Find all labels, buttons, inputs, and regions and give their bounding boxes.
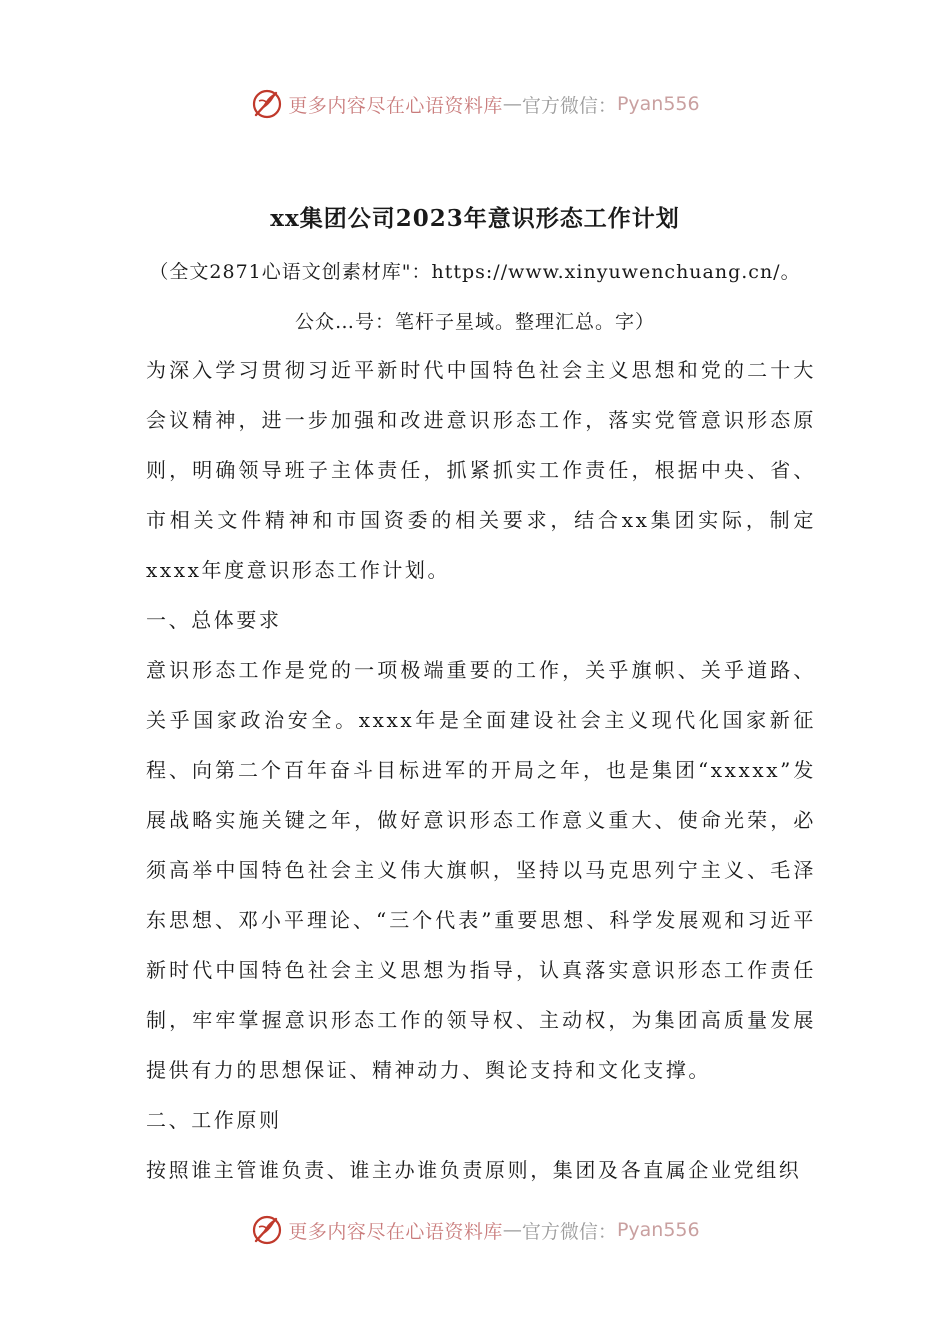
watermark-wechat-id: Pyan556: [616, 1219, 700, 1241]
subtitle-line-1: （全文2871心语文创素材库"：https://www.xinyuwenchuang.cn/。: [149, 261, 801, 283]
paragraph-work-principles: 按照谁主管谁负责、谁主办谁负责原则，集团及各直属企业党组织: [146, 1158, 802, 1182]
paragraph-general-requirements: 意识形态工作是党的一项极端重要的工作，关乎旗帜、关乎道路、关乎国家政治安全。xxxx年是全面建设社会主义现代化国家新征程、向第二个百年奋斗目标进军的开局之年，也是集团“xxxxx”发展战略实施关键之年，做好意识形态工作意义重大、使命光荣，必须高举中国特色社会主义伟大旗帜，坚持以马克思列宁主义、毛泽东思想、邓小平理论、“三个代表”重要思想、科学发展观和习近平新时代中国特色社会主义思想为指导，认真落实意识形态工作责任制，牢牢掌握意识形态工作的领导权、主动权，为集团高质量发展提供有力的思想保证、精神动力、舆论支持和文化支撑。: [146, 658, 816, 1082]
subtitle-line-2: 公众…号：笔杆子星域。整理汇总。字）: [294, 311, 655, 333]
document-body: [146, 345, 816, 1195]
quill-logo-icon: [250, 87, 284, 121]
section-heading-1: 一、总体要求: [146, 608, 282, 632]
watermark-wechat-label: 官方微信：: [521, 1220, 617, 1243]
document-title: xx集团公司2023年意识形态工作计划: [270, 205, 680, 232]
watermark-separator: —: [502, 93, 522, 115]
watermark-wechat-id: Pyan556: [616, 93, 700, 115]
watermark-wechat-label: 官方微信：: [521, 94, 617, 117]
paragraph-intro: 为深入学习贯彻习近平新时代中国特色社会主义思想和党的二十大会议精神，进一步加强和改进意识形态工作，落实党管意识形态原则，明确领导班子主体责任，抓紧抓实工作责任，根据中央、省、市相关文件精神和市国资委的相关要求，结合xx集团实际，制定xxxx年度意识形态工作计划。: [146, 358, 816, 582]
section-heading-2: 二、工作原则: [146, 1108, 282, 1132]
watermark-separator: —: [502, 1219, 522, 1241]
watermark-text: 更多内容尽在心语资料库: [288, 1220, 503, 1243]
watermark-text: 更多内容尽在心语资料库: [288, 94, 503, 117]
footer-watermark: [0, 1210, 950, 1250]
header-watermark: [0, 84, 950, 124]
quill-logo-icon: [250, 1213, 284, 1247]
